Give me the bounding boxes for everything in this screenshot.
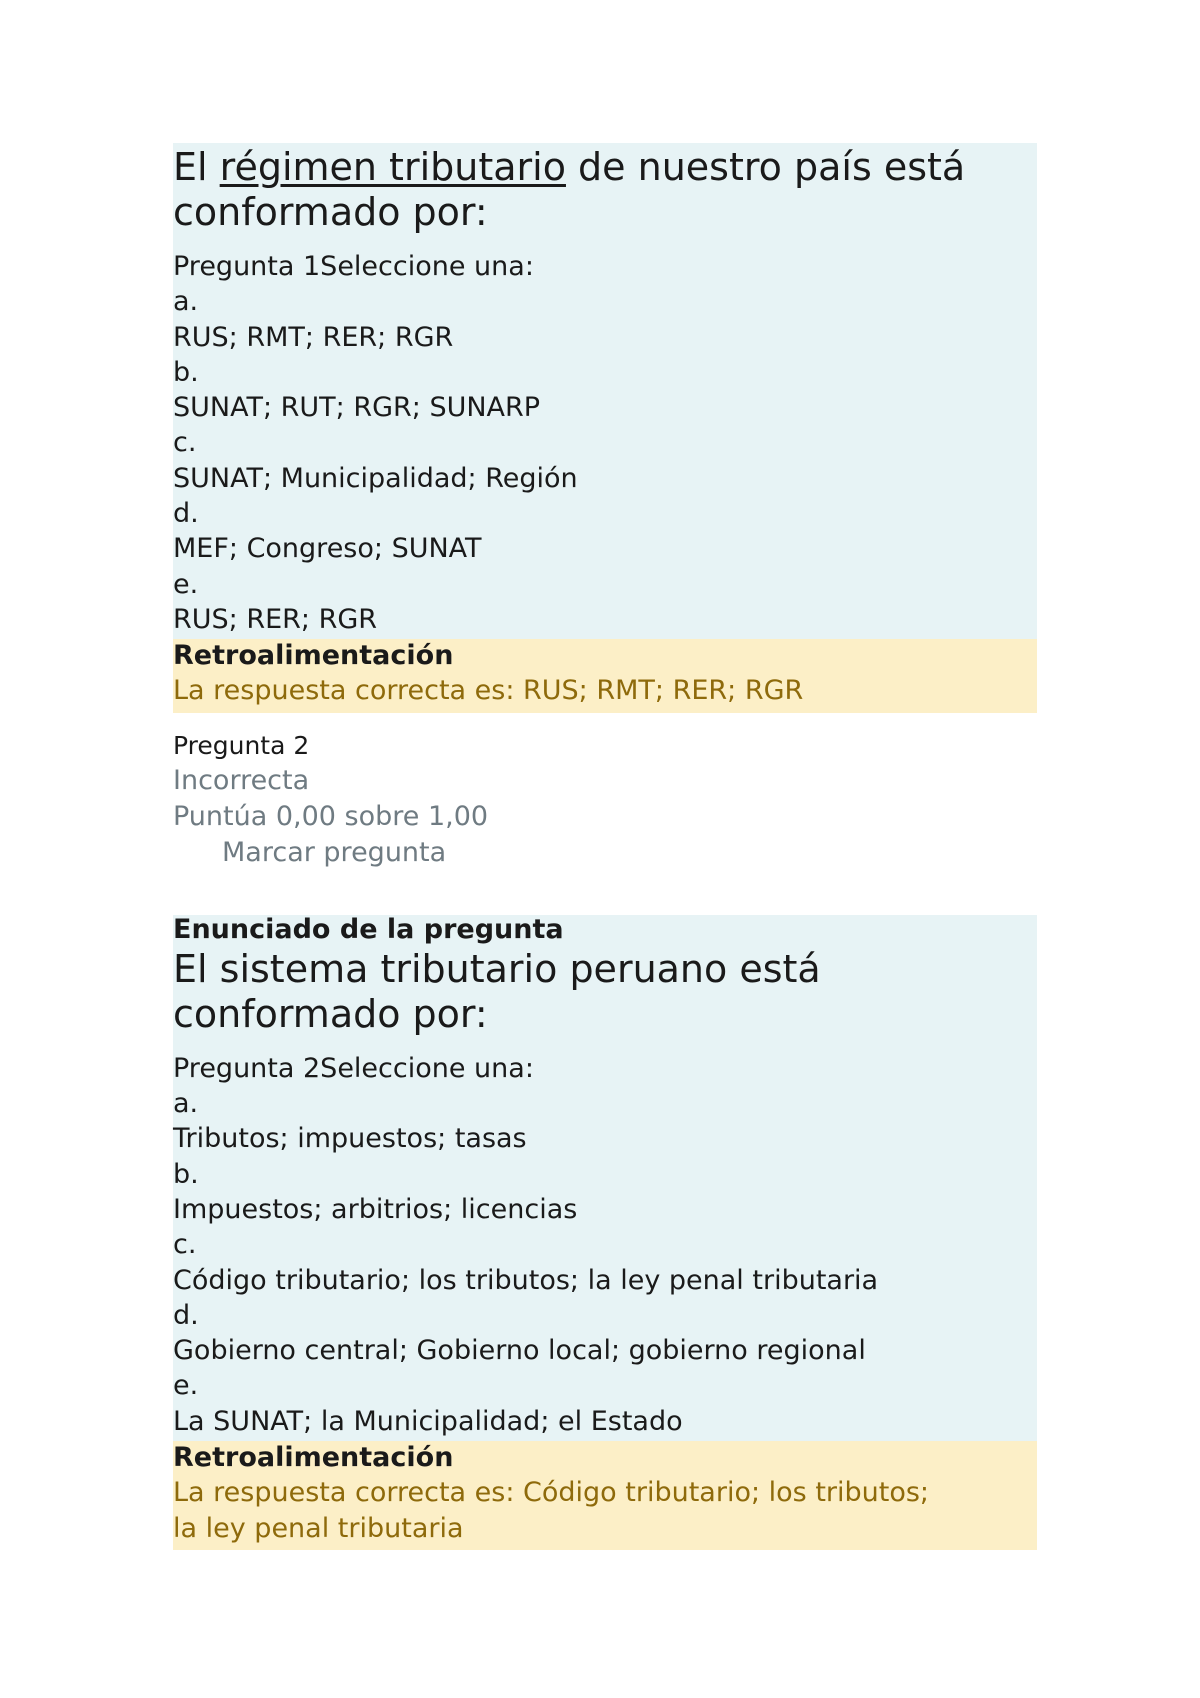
question-1-feedback	[173, 639, 1037, 713]
question-1-text-end: de nuestro país está conformado por:	[173, 145, 966, 234]
option-letter-a[interactable]: a.	[173, 286, 199, 318]
question-1-text-start: El	[173, 145, 220, 189]
option-text-b[interactable]: SUNAT; RUT; RGR; SUNARP	[173, 392, 541, 424]
option-text-d[interactable]: Gobierno central; Gobierno local; gobierno regional	[173, 1335, 866, 1367]
option-text-a[interactable]: RUS; RMT; RER; RGR	[173, 321, 454, 353]
question-number: Pregunta 2	[173, 730, 310, 760]
option-letter-b[interactable]: b.	[173, 1158, 199, 1190]
option-letter-b[interactable]: b.	[173, 356, 199, 388]
option-letter-d[interactable]: d.	[173, 1299, 199, 1331]
question-2-prompt: Pregunta 2Seleccione una:	[173, 1052, 534, 1084]
question-1-underlined-term: régimen tributario	[219, 145, 566, 189]
question-grade: Puntúa 0,00 sobre 1,00	[173, 800, 489, 832]
question-status: Incorrecta	[173, 764, 310, 796]
option-letter-d[interactable]: d.	[173, 498, 199, 530]
feedback-title: Retroalimentación	[173, 640, 454, 672]
option-letter-c[interactable]: c.	[173, 427, 197, 459]
option-text-d[interactable]: MEF; Congreso; SUNAT	[173, 533, 482, 565]
question-2-block	[173, 915, 1037, 1441]
option-text-c[interactable]: SUNAT; Municipalidad; Región	[173, 462, 578, 494]
question-2-section	[173, 915, 1037, 1550]
question-1-block	[173, 143, 1037, 639]
option-text-a[interactable]: Tributos; impuestos; tasas	[173, 1123, 527, 1155]
feedback-correct-answer: La respuesta correcta es: RUS; RMT; RER; RGR	[173, 675, 804, 707]
feedback-title: Retroalimentación	[173, 1442, 454, 1474]
feedback-correct-answer-line-2: la ley penal tributaria	[173, 1512, 464, 1544]
question-1-text	[173, 143, 1037, 235]
option-letter-e[interactable]: e.	[173, 568, 199, 600]
option-letter-c[interactable]: c.	[173, 1229, 197, 1261]
question-1-prompt: Pregunta 1Seleccione una:	[173, 251, 534, 282]
option-letter-a[interactable]: a.	[173, 1088, 199, 1120]
question-2-feedback	[173, 1441, 1037, 1550]
option-text-e[interactable]: La SUNAT; la Municipalidad; el Estado	[173, 1405, 683, 1437]
question-2-info	[173, 729, 1037, 871]
option-text-b[interactable]: Impuestos; arbitrios; licencias	[173, 1193, 578, 1225]
question-statement-heading: Enunciado de la pregunta	[173, 913, 564, 945]
feedback-correct-answer-line-1: La respuesta correcta es: Código tributario; los tributos;	[173, 1477, 930, 1509]
option-letter-e[interactable]: e.	[173, 1370, 199, 1402]
option-text-e[interactable]: RUS; RER; RGR	[173, 603, 378, 635]
document-content	[173, 143, 1037, 1550]
flag-question-link[interactable]: Marcar pregunta	[222, 836, 447, 868]
question-2-text: El sistema tributario peruano está conformado por:	[173, 946, 821, 1036]
option-text-c[interactable]: Código tributario; los tributos; la ley penal tributaria	[173, 1264, 879, 1296]
